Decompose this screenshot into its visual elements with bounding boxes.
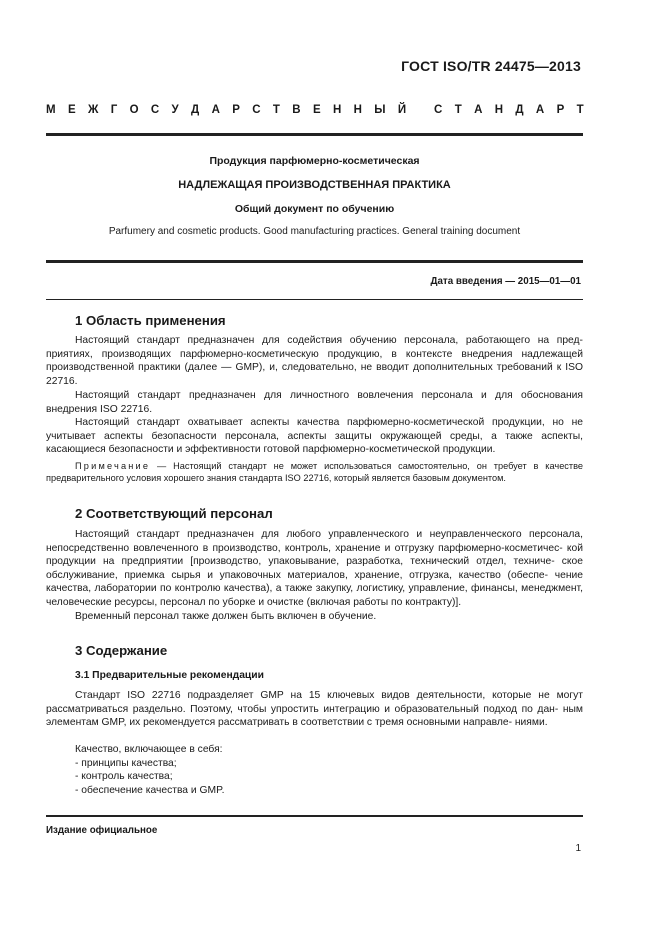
banner-letter: А bbox=[535, 104, 545, 116]
banner-letter: Р bbox=[556, 104, 565, 116]
section-2-heading: 2 Соответствующий персонал bbox=[75, 506, 273, 521]
banner-letter: Д bbox=[515, 104, 524, 116]
list-item: - принципы качества; bbox=[75, 758, 177, 769]
divider-top bbox=[46, 133, 583, 136]
section-1-heading: 1 Область применения bbox=[75, 313, 226, 328]
banner-letter: У bbox=[171, 104, 179, 116]
title-main: НАДЛЕЖАЩАЯ ПРОИЗВОДСТВЕННАЯ ПРАКТИКА bbox=[178, 179, 451, 191]
banner-letter: Д bbox=[191, 104, 200, 116]
section-1-paragraph-1: Настоящий стандарт предназначен для содействия обучению персонала, работающего на пред- приятиях, производящих парфюмерно-косметическую продукцию, в контексте внедрения надлежащей производственной практики (далее — GMP), и, следовательно, не вводит дополнительных требований к ISO 22716. bbox=[46, 335, 583, 387]
section-1-paragraph-3: Настоящий стандарт охватывает аспекты качества парфюмерно-косметической продукции, но не учитывает аспекты безопасности персонала, аспекты защиты окружающей среды, а также аспекты, касающиеся безопасности и эффективности готовой парфюмерно-косметической продукции. bbox=[46, 417, 583, 456]
banner-letter: О bbox=[129, 104, 139, 116]
section-3-heading: 3 Содержание bbox=[75, 643, 168, 658]
footer-divider bbox=[46, 815, 583, 817]
list-item: - обеспечение качества и GMP. bbox=[75, 785, 225, 796]
interstate-standard-banner bbox=[46, 104, 584, 116]
subsection-3-1-heading: 3.1 Предварительные рекомендации bbox=[75, 670, 264, 681]
title-english: Parfumery and cosmetic products. Good manufacturing practices. General training document bbox=[108, 226, 521, 237]
section-3-paragraph-1: Стандарт ISO 22716 подразделяет GMP на 15 ключевых видов деятельности, которые не могут рассматриваться раздельно. Поэтому, чтобы упростить интеграцию и образовательный подход по дан- ным элементам GMP, их рекомендуется рассматривать в соответствии с тремя основными направле- ниями. bbox=[46, 690, 583, 729]
title-sub: Общий документ по обучению bbox=[234, 203, 395, 215]
standard-code: ГОСТ ISO/TR 24475—2013 bbox=[401, 58, 581, 74]
banner-letter: Н bbox=[332, 104, 342, 116]
banner-letter: Й bbox=[397, 104, 407, 116]
banner-letter bbox=[418, 104, 421, 116]
banner-letter: С bbox=[252, 104, 261, 116]
banner-letter: Н bbox=[494, 104, 504, 116]
banner-letter: Т bbox=[454, 104, 462, 116]
list-item: - контроль качества; bbox=[75, 771, 173, 782]
banner-letter: Т bbox=[272, 104, 280, 116]
banner-letter: С bbox=[434, 104, 443, 116]
title-product: Продукция парфюмерно-косметическая bbox=[209, 155, 420, 167]
divider-title bbox=[46, 260, 583, 263]
banner-letter: Ы bbox=[374, 104, 386, 116]
introduction-date: Дата введения — 2015—01—01 bbox=[430, 276, 581, 287]
page-number: 1 bbox=[575, 843, 581, 854]
banner-letter: Е bbox=[67, 104, 76, 116]
official-edition-label: Издание официальное bbox=[46, 825, 158, 836]
quality-list-intro: Качество, включающее в себя: bbox=[75, 744, 223, 755]
note-text: — Настоящий стандарт не может использоваться самостоятельно, он требует в качестве предварительного условия хорошего знания стандарта ISO 22716, который является базовым документом. bbox=[46, 461, 583, 484]
banner-letter: А bbox=[474, 104, 483, 116]
section-1-note bbox=[46, 460, 583, 485]
divider-date bbox=[46, 299, 583, 300]
section-2-paragraph-2: Временный персонал также должен быть включен в обучение. bbox=[75, 611, 377, 622]
banner-letter: Ж bbox=[87, 104, 99, 116]
section-2-paragraph-1: Настоящий стандарт предназначен для любого управленческого и неуправленческого персонала, непосредственно вовлеченного в производство, контроль, хранение и отгрузку парфюмерно-косметичес- кой продукции на предприятии [производство, упаковывание, разработка, технический отдел, техниче- ское обслуживание, приемка сырья и упаковочных материалов, хранение, отгрузка, качество (обеспе- чение качества, лаборатории по контролю качества), а также закупку, логистику, управление, финансы, менеджмент, человеческие ресурсы, персонал по уборке и очистке (включая работы по контракту)]. bbox=[46, 529, 583, 608]
banner-letter: С bbox=[150, 104, 160, 116]
section-1-paragraph-2: Настоящий стандарт предназначен для личностного вовлечения персонала и для обоснования внедрения ISO 22716. bbox=[46, 390, 583, 415]
banner-letter: М bbox=[46, 104, 56, 116]
banner-letter: Е bbox=[312, 104, 321, 116]
banner-letter: Г bbox=[110, 104, 118, 116]
note-label: Примечание bbox=[75, 461, 151, 471]
banner-letter: Р bbox=[232, 104, 240, 116]
banner-letter: А bbox=[211, 104, 220, 116]
banner-letter: В bbox=[292, 104, 301, 116]
banner-letter: Т bbox=[576, 104, 584, 116]
banner-letter: Н bbox=[353, 104, 362, 116]
